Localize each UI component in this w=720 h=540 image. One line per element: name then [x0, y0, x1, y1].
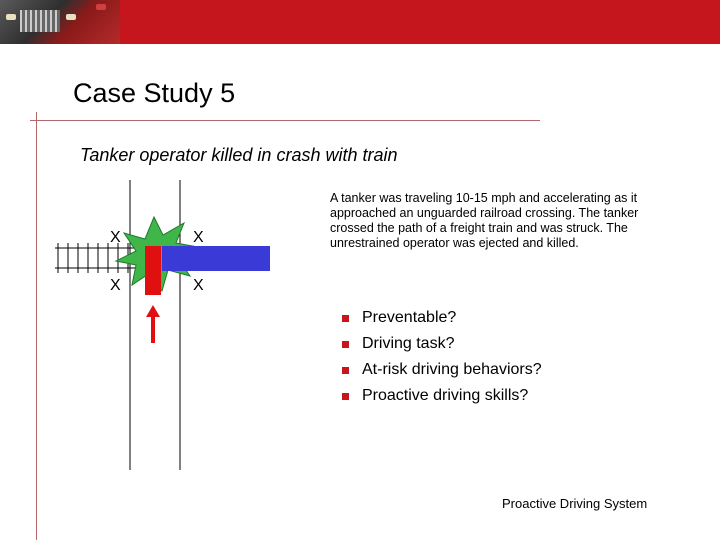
title-divider	[30, 120, 540, 121]
question-text: Preventable?	[362, 309, 457, 326]
bullet-square-icon	[342, 367, 349, 374]
freight-train	[162, 246, 270, 271]
question-list	[340, 305, 542, 409]
crash-diagram	[50, 175, 280, 475]
tanker-truck	[145, 246, 161, 295]
slide-subtitle: Tanker operator killed in crash with train	[80, 145, 398, 165]
bullet-square-icon	[342, 315, 349, 322]
footer-label: Proactive Driving System	[502, 496, 648, 511]
bullet-square-icon	[342, 393, 349, 400]
bullet-square-icon	[342, 341, 349, 348]
question-text: Driving task?	[362, 335, 455, 352]
slide-title: Case Study 5	[73, 78, 236, 108]
question-text: Proactive driving skills?	[362, 387, 529, 404]
crossing-mark: X	[110, 277, 121, 294]
left-margin-line	[36, 112, 37, 540]
crossing-mark: X	[193, 277, 204, 294]
crossing-mark: X	[193, 229, 204, 246]
list-item	[340, 305, 542, 331]
arrow-head	[146, 305, 160, 317]
question-text: At-risk driving behaviors?	[362, 361, 542, 378]
fire-truck-photo	[0, 0, 120, 44]
crossing-mark: X	[110, 229, 121, 246]
list-item	[340, 357, 542, 383]
case-description: A tanker was traveling 10-15 mph and accelerating as it approached an unguarded railroad crossing. The tanker crossed the path of a freight train and was struck. The unrestrained operator was ejected and killed.	[330, 191, 639, 250]
list-item	[340, 331, 542, 357]
list-item	[340, 383, 542, 409]
